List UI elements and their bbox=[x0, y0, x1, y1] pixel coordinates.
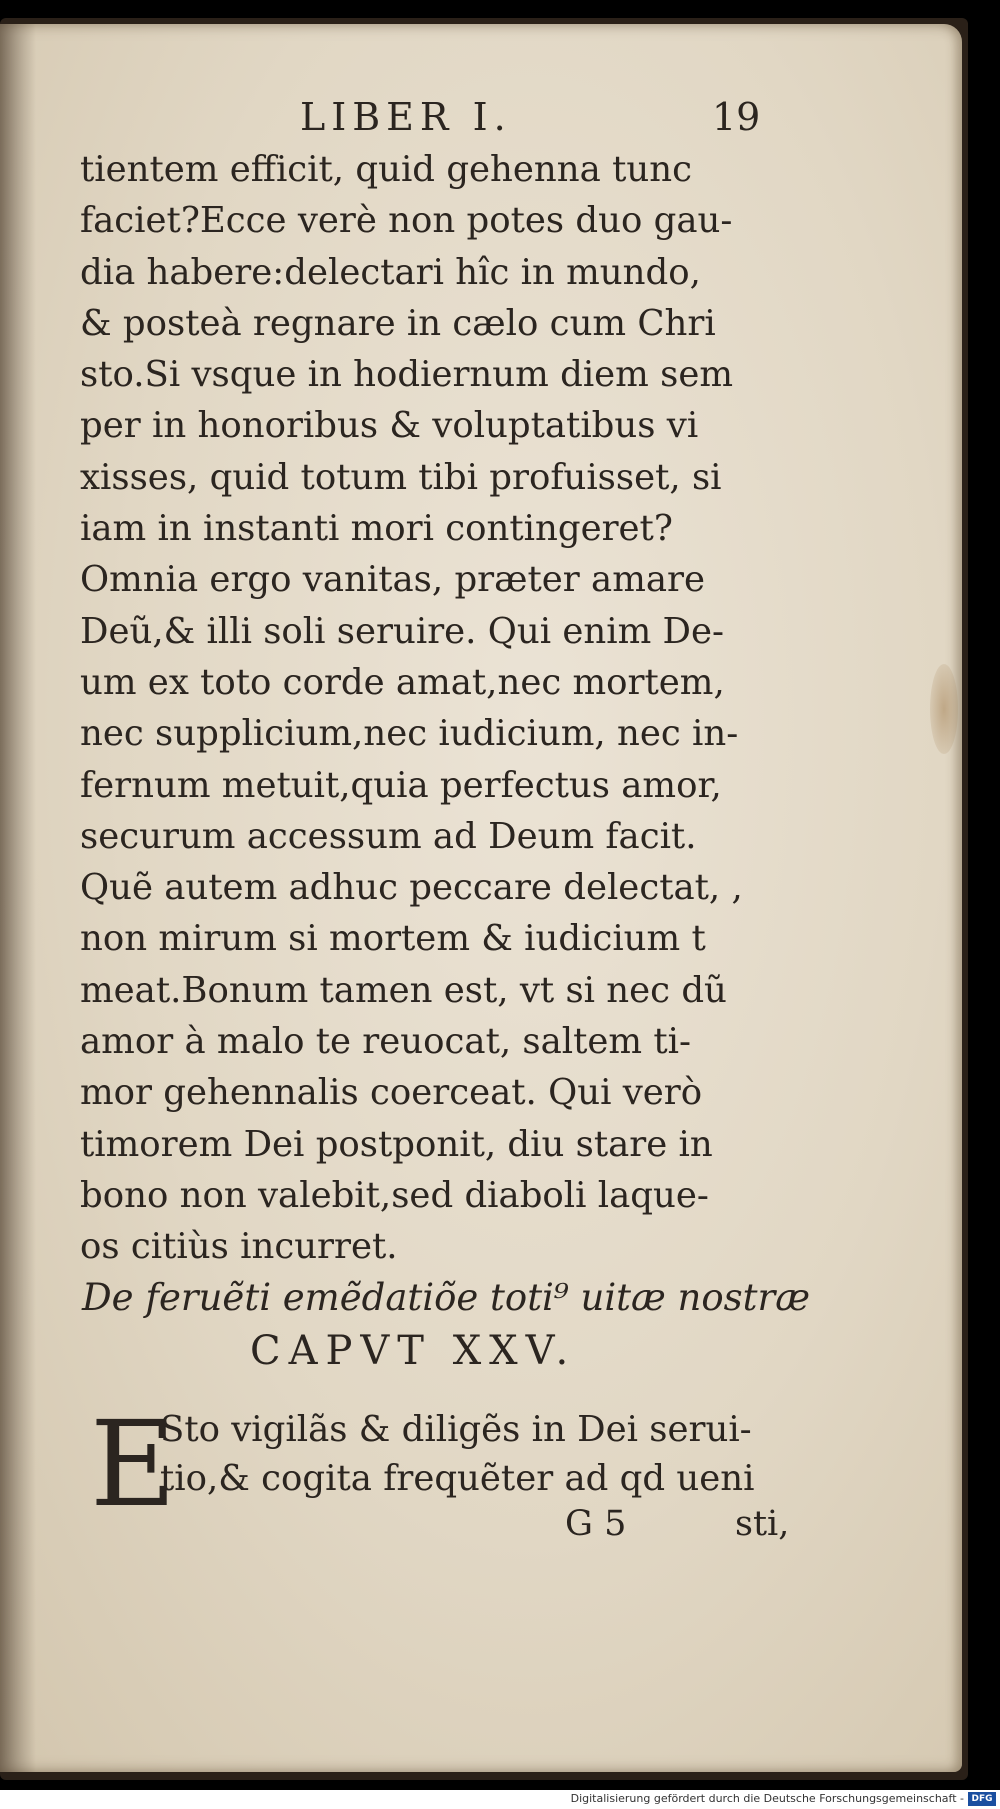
text-line: tientem efficit, quid gehenna tunc bbox=[80, 149, 692, 190]
text-line: mor gehennalis coerceat. Qui verò bbox=[80, 1072, 703, 1114]
text-line: fernum metuit,quia perfectus amor, bbox=[80, 764, 722, 806]
page-number: 19 bbox=[712, 95, 761, 139]
text-line: dia habere:delectari hîc in mundo, bbox=[80, 251, 701, 293]
text-line: Omnia ergo vanitas, præter amare bbox=[80, 559, 706, 601]
chapter-text-line: Sto vigilãs & diligẽs in Dei serui- bbox=[160, 1409, 752, 1450]
catchword: sti, bbox=[735, 1504, 790, 1544]
text-line: um ex toto corde amat,nec mortem, bbox=[80, 661, 725, 703]
text-line: nec supplicium,nec iudicium, nec in- bbox=[80, 713, 739, 755]
drop-capital: E bbox=[90, 1395, 177, 1533]
text-line: amor à malo te reuocat, saltem ti- bbox=[80, 1021, 691, 1063]
text-line: Quẽ autem adhuc peccare delectat, , bbox=[80, 867, 743, 909]
text-line: os citiùs incurret. bbox=[80, 1226, 398, 1268]
chapter-title: De feruẽti emẽdatiõe toti⁹ uitæ nostræ bbox=[82, 1276, 810, 1319]
text-line: iam in instanti mori contingeret? bbox=[80, 508, 673, 550]
text-line: faciet?Ecce verè non potes duo gau- bbox=[80, 200, 733, 242]
text-line: securum accessum ad Deum facit. bbox=[80, 815, 697, 857]
text-line: meat.Bonum tamen est, vt si nec dũ bbox=[80, 969, 727, 1011]
text-line: xisses, quid totum tibi profuisset, si bbox=[80, 456, 722, 498]
text-line: Deũ,& illi soli seruire. Qui enim De- bbox=[80, 610, 724, 652]
dfg-logo-icon: DFG bbox=[968, 1792, 996, 1806]
text-line: timorem Dei postponit, diu stare in bbox=[80, 1123, 713, 1165]
funding-credit: Digitalisierung gefördert durch die Deutsche Forschungsgemeinschaft - bbox=[570, 1792, 964, 1805]
signature-mark: G 5 bbox=[565, 1504, 627, 1544]
text-line: bono non valebit,sed diaboli laque- bbox=[80, 1174, 709, 1216]
text-line: non mirum si mortem & iudicium t bbox=[80, 918, 706, 960]
chapter-text-line: tio,& cogita frequẽter ad qd ueni bbox=[160, 1458, 755, 1499]
running-head: LIBER I. bbox=[300, 95, 512, 139]
text-line: per in honoribus & voluptatibus vi bbox=[80, 405, 699, 447]
text-line: sto.Si vsque in hodiernum diem sem bbox=[80, 354, 734, 396]
paper-stain bbox=[930, 664, 958, 754]
chapter-number: CAPVT XXV. bbox=[250, 1328, 577, 1374]
body-text bbox=[80, 144, 780, 1273]
text-line: & posteà regnare in cælo cum Chri bbox=[80, 302, 716, 344]
